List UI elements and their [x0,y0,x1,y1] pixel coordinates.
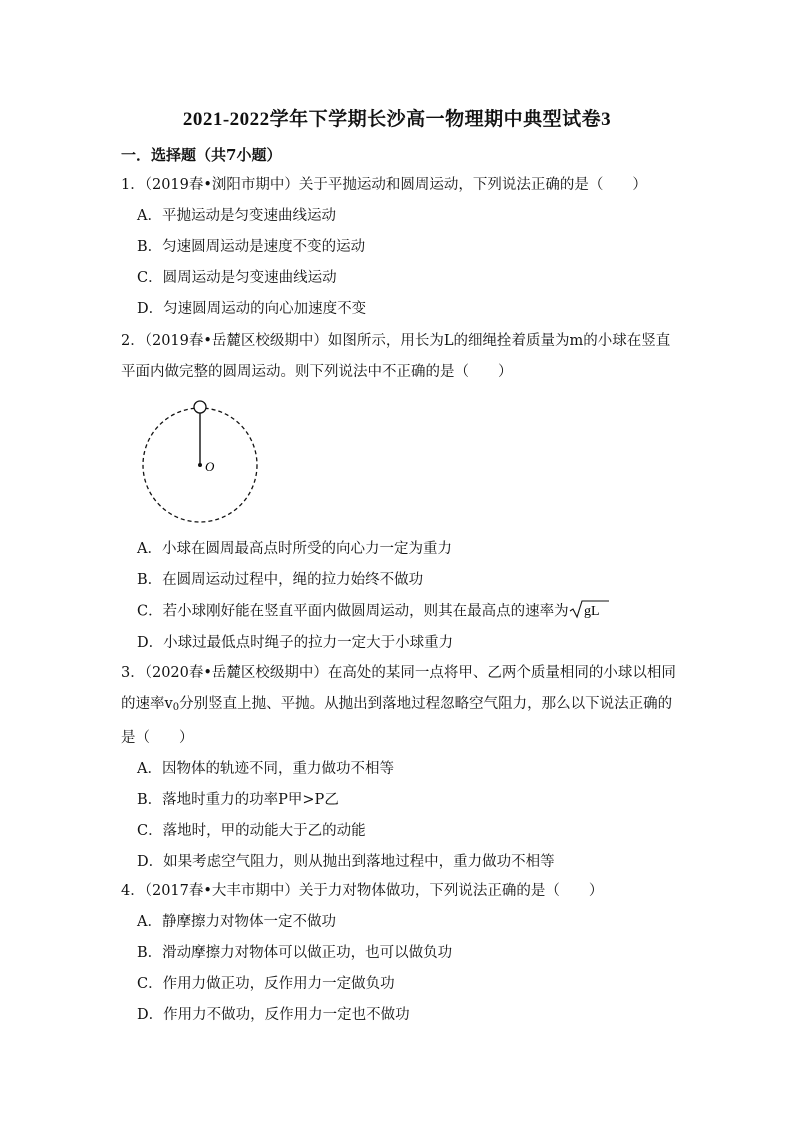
question-2-options [121,534,609,659]
option-c-text: C．若小球刚好能在竖直平面内做圆周运动，则其在最高点的速率为 [137,603,569,620]
option-a: A．因物体的轨迹不同，重力做功不相等 [137,761,394,777]
section-heading: 一．选择题（共7小题） [121,146,282,164]
option-b: B．匀速圆周运动是速度不变的运动 [137,239,366,255]
svg-text:gL: gL [583,604,600,619]
option-c [121,596,609,628]
question-4 [121,876,681,1031]
sqrt-formula [569,596,609,627]
question-1 [121,170,681,325]
center-label: O [205,459,215,474]
option-c: C．圆周运动是匀变速曲线运动 [137,270,337,286]
question-stem: 1．（2019春•浏阳市期中）关于平抛运动和圆周运动，下列说法正确的是（ ） [121,177,647,193]
option-c: C．作用力做正功，反作用力一定做负功 [137,976,395,992]
document-title: 2021-2022学年下学期长沙高一物理期中典型试卷3 [182,109,612,130]
question-3 [121,658,681,878]
option-b: B．滑动摩擦力对物体可以做正功，也可以做负功 [137,945,453,961]
ball [194,401,206,413]
option-c: C．落地时，甲的动能大于乙的动能 [137,823,366,839]
question-stem: 2．（2019春•岳麓区校级期中）如图所示，用长为L的细绳拴着质量为m的小球在竖直平面内做完整的圆周运动。则下列说法中不正确的是（ ） [121,333,671,380]
option-d: D．匀速圆周运动的向心加速度不变 [137,301,367,317]
center-point [198,463,202,467]
option-a: A．小球在圆周最高点时所受的向心力一定为重力 [137,541,452,557]
option-d: D．如果考虑空气阻力，则从抛出到落地过程中，重力做功不相等 [137,854,555,870]
option-a: A．静摩擦力对物体一定不做功 [137,914,336,930]
option-b: B．在圆周运动过程中，绳的拉力始终不做功 [137,572,424,588]
question-stem: 4．（2017春•大丰市期中）关于力对物体做功，下列说法正确的是（ ） [121,883,604,899]
question-stem: 3．（2020春•岳麓区校级期中）在高处的某同一点将甲、乙两个质量相同的小球以相同的速率$v_0$分别竖直上抛、平抛。从抛出到落地过程忽略空气阻力，那么以下说法正确的是（ ） [121,665,676,746]
option-d: D．小球过最低点时绳子的拉力一定大于小球重力 [137,634,454,651]
option-a: A．平抛运动是匀变速曲线运动 [137,208,336,224]
question-2 [121,326,681,388]
option-d: D．作用力不做功，反作用力一定也不做功 [137,1007,410,1023]
circle-diagram [138,398,263,523]
option-b: B．落地时重力的功率P甲>P乙 [137,792,339,808]
